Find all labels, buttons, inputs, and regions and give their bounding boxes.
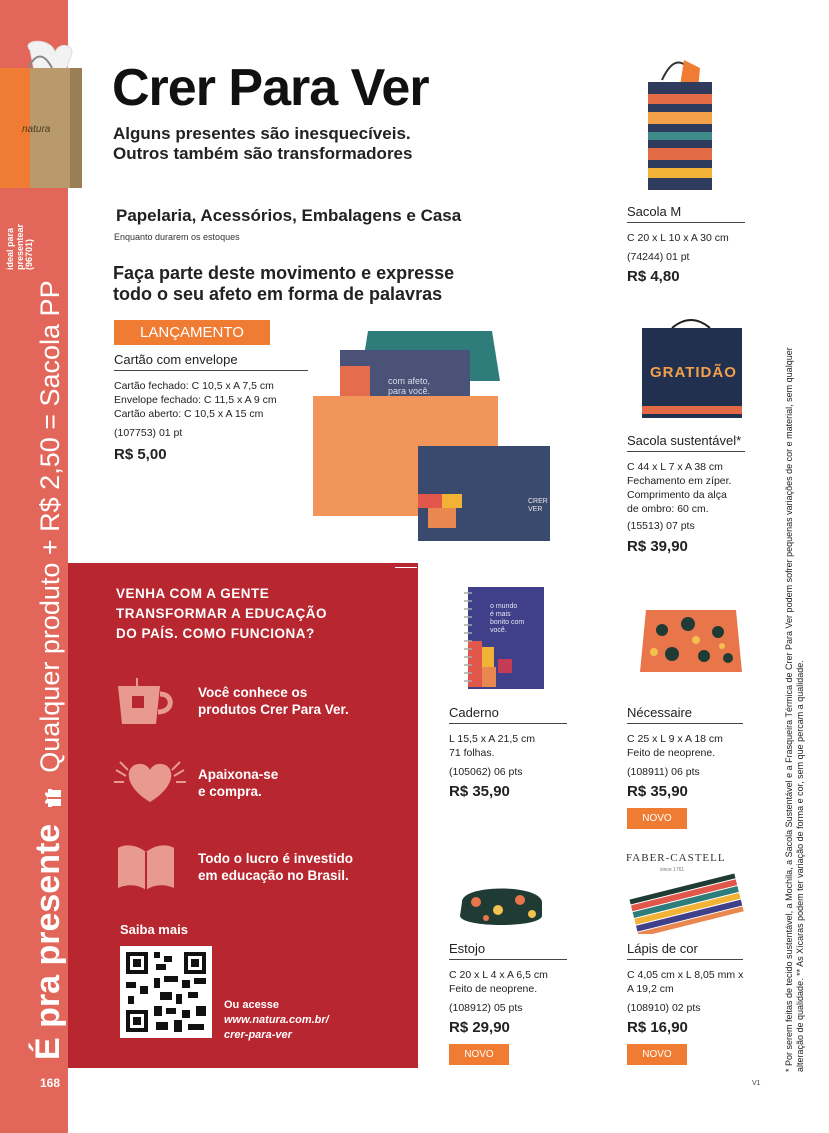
product-price: R$ 39,90 [627, 538, 688, 555]
new-badge: NOVO [627, 808, 687, 829]
stock-note: Enquanto durarem os estoques [114, 232, 240, 242]
url-link[interactable] [224, 1028, 329, 1043]
sidebar-promo-rest: Qualquer produto + R$ 2,50 = Sacola PP [35, 280, 65, 773]
caderno-image [464, 585, 546, 691]
product-spec: Cartão aberto: C 10,5 x A 15 cm [114, 408, 264, 420]
caderno-image-text [490, 603, 524, 635]
step-line: e compra. [198, 784, 262, 799]
product-name: Sacola sustentável* [627, 433, 745, 452]
page-title: Crer Para Ver [112, 59, 429, 117]
product-name: Sacola M [627, 204, 745, 223]
product-sacola-sustentavel [627, 433, 745, 555]
product-code: (15513) 07 pts [627, 520, 695, 532]
product-price: R$ 4,80 [627, 268, 680, 285]
product-price: R$ 29,90 [449, 1019, 510, 1036]
small-note-line: presentear [14, 223, 25, 270]
card-logo-line: CRER [528, 498, 548, 505]
step-line: Você conhece os [198, 685, 308, 700]
product-name: Nécessaire [627, 705, 743, 724]
product-name: Lápis de cor [627, 941, 743, 960]
saiba-mais-label: Saiba mais [120, 922, 188, 937]
card-logo-text [528, 498, 548, 514]
product-spec: Fechamento em zíper. [627, 475, 732, 487]
gift-icon [38, 788, 56, 808]
product-spec: Envelope fechado: C 11,5 x A 9 cm [114, 394, 277, 406]
bag-gratidao-text: GRATIDÃO [650, 364, 737, 381]
product-spec: Cartão fechado: C 10,5 x A 7,5 cm [114, 380, 274, 392]
card-image-text [388, 376, 430, 396]
product-code: (74244) 01 pt [627, 251, 690, 263]
step-3-text [198, 850, 353, 884]
step-2-text [198, 766, 278, 800]
faber-castell-since: since 1761 [660, 867, 685, 873]
product-code: (108910) 02 pts [627, 1002, 701, 1014]
disclaimer-line: alteração de qualidade. ** As Xícaras podem ter variação de forma e cor, sem que percam a qualidade. [795, 660, 805, 1072]
page-subtitle [113, 124, 412, 164]
product-spec: C 20 x L 4 x A 6,5 cm [449, 969, 548, 981]
card-image-line: para você. [388, 386, 431, 396]
product-code: (105062) 06 pts [449, 766, 523, 778]
ou-acesse-label: Ou acesse [224, 999, 280, 1011]
step-line: produtos Crer Para Ver. [198, 702, 349, 717]
product-code: (108912) 05 pts [449, 1002, 523, 1014]
caderno-image-line: você. [490, 627, 507, 634]
faber-castell-logo: FABER-CASTELL [626, 852, 726, 864]
url-line[interactable]: www.natura.com.br/ [224, 1014, 329, 1026]
url-line[interactable]: crer-para-ver [224, 1029, 292, 1041]
product-price: R$ 35,90 [627, 783, 688, 800]
product-spec: C 20 x L 10 x A 30 cm [627, 232, 729, 244]
small-note-line: (96701) [24, 238, 34, 270]
small-bag-brand: natura [22, 124, 51, 135]
box-divider [395, 567, 417, 568]
subtitle-line: Alguns presentes são inesquecíveis. [113, 124, 411, 143]
step-line: Todo o lucro é investido [198, 851, 354, 866]
product-price: R$ 35,90 [449, 783, 510, 800]
campaign-heading-line: TRANSFORMAR A EDUCAÇÃO [116, 606, 327, 621]
category-title: Papelaria, Acessórios, Embalagens e Casa [116, 206, 462, 225]
product-name: Estojo [449, 941, 567, 960]
campaign-heading [116, 584, 327, 644]
product-necessaire [627, 705, 743, 800]
caderno-image-line: bonito com [490, 619, 525, 626]
new-badge: NOVO [449, 1044, 509, 1065]
qr-code-icon[interactable] [120, 946, 212, 1038]
product-spec: de ombro: 60 cm. [627, 503, 709, 515]
product-caderno [449, 705, 567, 800]
product-spec: Feito de neoprene. [449, 983, 538, 995]
movement-line: Faça parte deste movimento e expresse [113, 263, 455, 283]
product-code: (107753) 01 pt [114, 427, 183, 439]
product-spec: A 19,2 cm [627, 983, 674, 995]
product-price: R$ 5,00 [114, 446, 167, 463]
caderno-image-line: é mais [490, 611, 511, 618]
sacola-sustentavel-image [636, 318, 746, 422]
disclaimer [784, 242, 806, 1072]
product-name: Caderno [449, 705, 567, 724]
small-gift-bag-image [0, 40, 92, 190]
product-spec: Feito de neoprene. [627, 747, 716, 759]
cup-icon [114, 676, 174, 733]
estojo-image [456, 880, 546, 930]
product-estojo [449, 941, 567, 1036]
sidebar-small-note [6, 190, 35, 270]
card-image-line: com afeto, [388, 376, 431, 386]
product-price: R$ 16,90 [627, 1019, 688, 1036]
product-spec: 71 folhas. [449, 747, 495, 759]
sidebar-promo-text [29, 280, 67, 1060]
heart-icon [112, 756, 188, 811]
product-spec: Comprimento da alça [627, 489, 727, 501]
new-badge: NOVO [627, 1044, 687, 1065]
product-spec: C 4,05 cm x L 8,05 mm x [627, 969, 744, 981]
caderno-image-line: o mundo [490, 603, 518, 610]
subtitle-line: Outros também são transformadores [113, 144, 413, 163]
product-sacola-m [627, 204, 745, 285]
book-icon [114, 842, 178, 899]
movement-text [113, 263, 454, 305]
disclaimer-line: * Por serem feitas de tecido sustentável, a Mochila, a Sacola Sustentável e a Frasqueira Térmica de Crer Para Ver podem sofrer pequenas variações de cor e material, sem qualquer [784, 347, 794, 1072]
product-name: Cartão com envelope [114, 352, 308, 371]
product-spec: C 44 x L 7 x A 38 cm [627, 461, 723, 473]
step-1-text [198, 684, 349, 718]
product-code: (108911) 06 pts [627, 766, 700, 778]
necessaire-image [638, 602, 744, 678]
step-line: Apaixona-se [198, 767, 279, 782]
product-lapis [627, 941, 765, 1036]
version-label: V1 [752, 1080, 761, 1087]
campaign-heading-line: DO PAÍS. COMO FUNCIONA? [116, 626, 315, 641]
product-cartao [114, 352, 308, 463]
step-line: em educação no Brasil. [198, 868, 349, 883]
movement-line: todo o seu afeto em forma de palavras [113, 284, 443, 304]
card-envelope-image [310, 326, 560, 546]
page-number: 168 [40, 1076, 61, 1090]
campaign-heading-line: VENHA COM A GENTE [116, 586, 270, 601]
url-link[interactable] [224, 1013, 329, 1028]
product-spec: L 15,5 x A 21,5 cm [449, 733, 535, 745]
card-logo-line: VER [528, 506, 543, 513]
small-note-line: ideal para [5, 227, 15, 270]
launch-badge: LANÇAMENTO [114, 320, 270, 345]
sacola-m-image [640, 50, 720, 190]
sidebar-promo-bold: É pra presente [29, 823, 67, 1060]
access-info [224, 998, 329, 1043]
colored-pencils-image [626, 872, 746, 934]
product-spec: C 25 x L 9 x A 18 cm [627, 733, 723, 745]
